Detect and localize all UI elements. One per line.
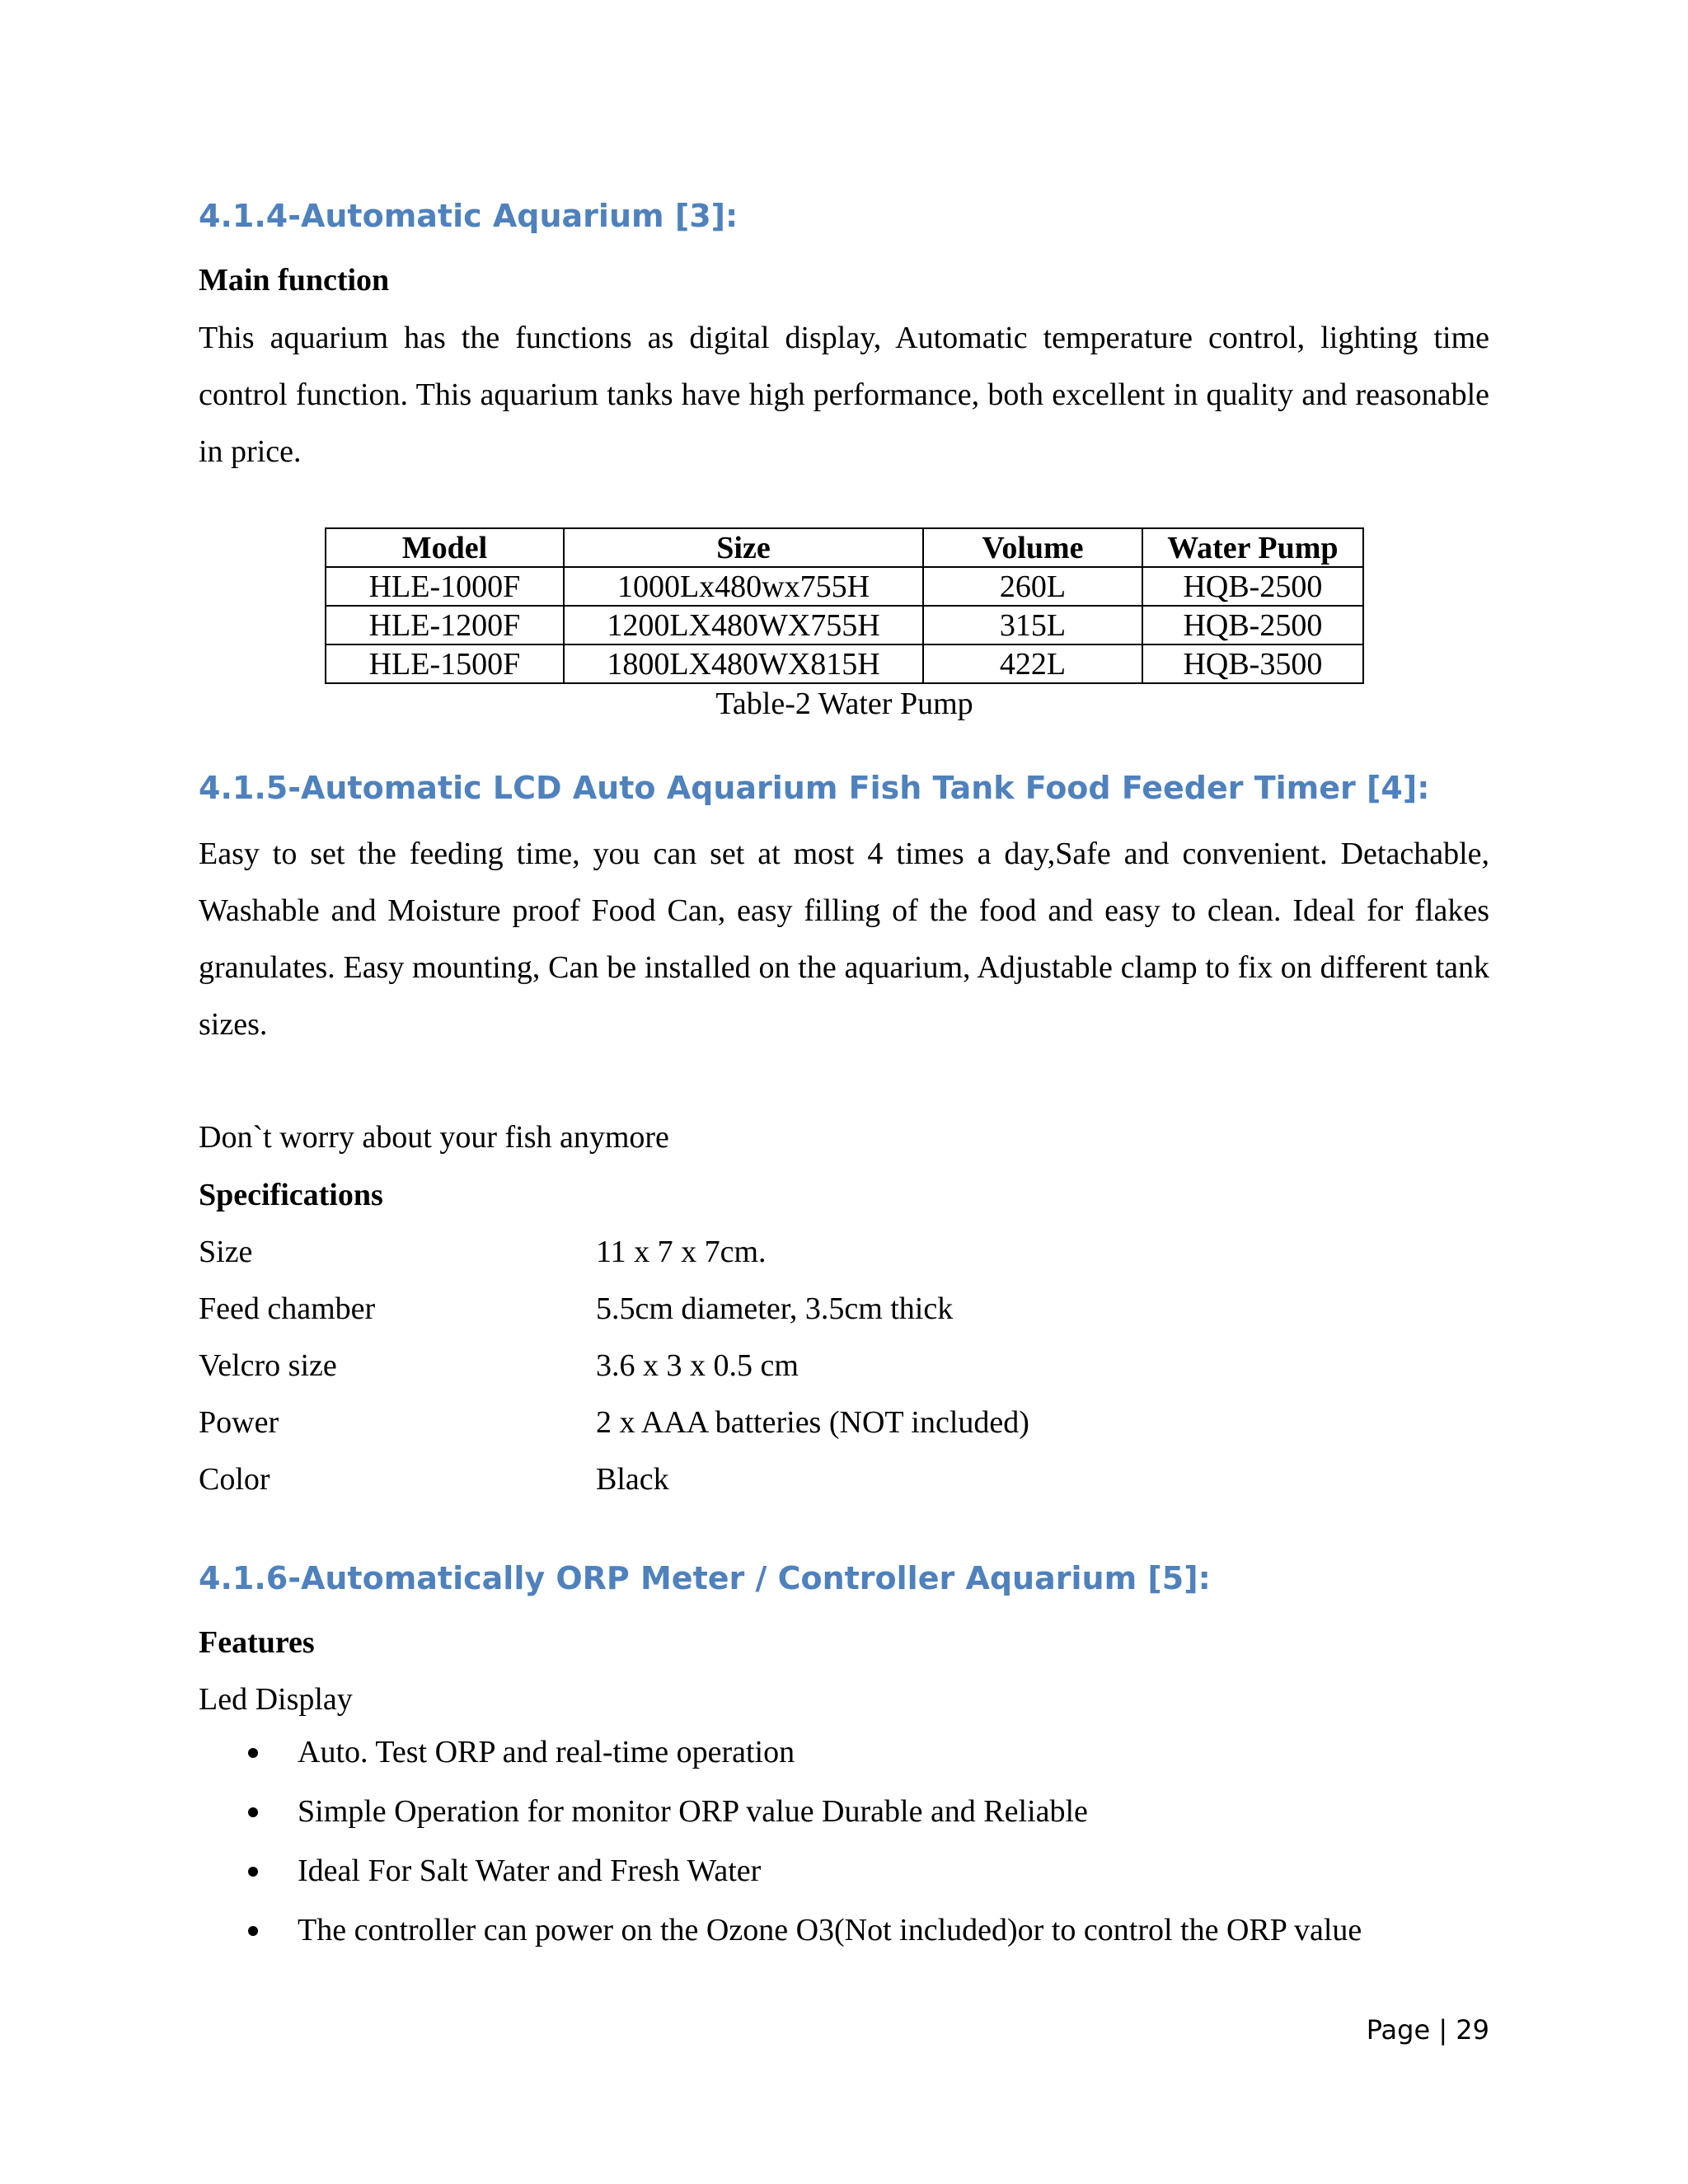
list-item <box>199 1912 1362 1971</box>
table-cell: HLE-1200F <box>326 606 564 644</box>
table-header-cell: Water Pump <box>1142 528 1363 567</box>
table-header-cell: Volume <box>923 528 1142 567</box>
list-item <box>199 1853 1362 1912</box>
list-item-text: Auto. Test ORP and real-time operation <box>298 1735 795 1769</box>
bullet-icon <box>248 1748 258 1758</box>
spec-label: Power <box>199 1405 279 1440</box>
spec-label: Color <box>199 1462 270 1497</box>
table-cell: 422L <box>923 644 1142 683</box>
bullet-icon <box>248 1867 258 1877</box>
table-cell: HQB-2500 <box>1142 567 1363 606</box>
table-cell: 315L <box>923 606 1142 644</box>
table-row <box>326 567 1363 606</box>
main-function-label: Main function <box>199 263 390 298</box>
table-caption: Table-2 Water Pump <box>715 687 973 721</box>
table-row <box>326 606 1363 644</box>
table-header-cell: Size <box>564 528 923 567</box>
list-item-text: Ideal For Salt Water and Fresh Water <box>298 1854 762 1888</box>
features-list <box>199 1734 1362 1971</box>
features-label: Features <box>199 1625 315 1660</box>
table-cell: 1200LX480WX755H <box>564 606 923 644</box>
led-display-label: Led Display <box>199 1682 353 1717</box>
table-cell: HQB-3500 <box>1142 644 1363 683</box>
list-item-text: Simple Operation for monitor ORP value Durable and Reliable <box>298 1794 1088 1829</box>
bullet-icon <box>248 1926 258 1936</box>
table-row <box>326 644 1363 683</box>
spec-value: 5.5cm diameter, 3.5cm thick <box>596 1291 954 1326</box>
table-cell: 260L <box>923 567 1142 606</box>
spec-label: Size <box>199 1235 253 1269</box>
spec-value: Black <box>596 1462 669 1497</box>
bullet-icon <box>248 1807 258 1817</box>
list-item-text: The controller can power on the Ozone O3(Not included)or to control the ORP value <box>298 1913 1362 1947</box>
section-heading-4-1-4: 4.1.4-Automatic Aquarium [3]: <box>199 198 738 234</box>
page-number: Page | 29 <box>1366 2014 1489 2046</box>
table-header-row <box>326 528 1363 567</box>
table-cell: 1800LX480WX815H <box>564 644 923 683</box>
table-cell: 1000Lx480wx755H <box>564 567 923 606</box>
spec-label: Feed chamber <box>199 1291 376 1326</box>
spec-value: 2 x AAA batteries (NOT included) <box>596 1405 1029 1440</box>
spec-label: Velcro size <box>199 1348 337 1383</box>
tagline: Don`t worry about your fish anymore <box>199 1120 669 1155</box>
spec-value: 3.6 x 3 x 0.5 cm <box>596 1348 799 1383</box>
main-function-paragraph: This aquarium has the functions as digital display, Automatic temperature control, lighting time control function. This aquarium tanks have high performance, both excellent in quality and reasonable in price. <box>199 321 1489 469</box>
spec-value: 11 x 7 x 7cm. <box>596 1235 767 1269</box>
specifications-label: Specifications <box>199 1178 383 1212</box>
list-item <box>199 1793 1362 1853</box>
list-item <box>199 1734 1362 1793</box>
table-cell: HQB-2500 <box>1142 606 1363 644</box>
section-heading-4-1-6: 4.1.6-Automatically ORP Meter / Controller Aquarium [5]: <box>199 1560 1211 1596</box>
table-cell: HLE-1500F <box>326 644 564 683</box>
feeder-paragraph: Easy to set the feeding time, you can set at most 4 times a day,Safe and convenient. Detachable, Washable and Moisture proof Food Can, easy filling of the food and easy to clean. Ideal for flakes granulates. Easy mounting, Can be installed on the aquarium, Adjustable clamp to fix on different tank sizes. <box>199 837 1489 1042</box>
aquarium-models-table <box>325 527 1364 684</box>
table-header-cell: Model <box>326 528 564 567</box>
section-heading-4-1-5: 4.1.5-Automatic LCD Auto Aquarium Fish Tank Food Feeder Timer [4]: <box>199 770 1430 806</box>
table-cell: HLE-1000F <box>326 567 564 606</box>
